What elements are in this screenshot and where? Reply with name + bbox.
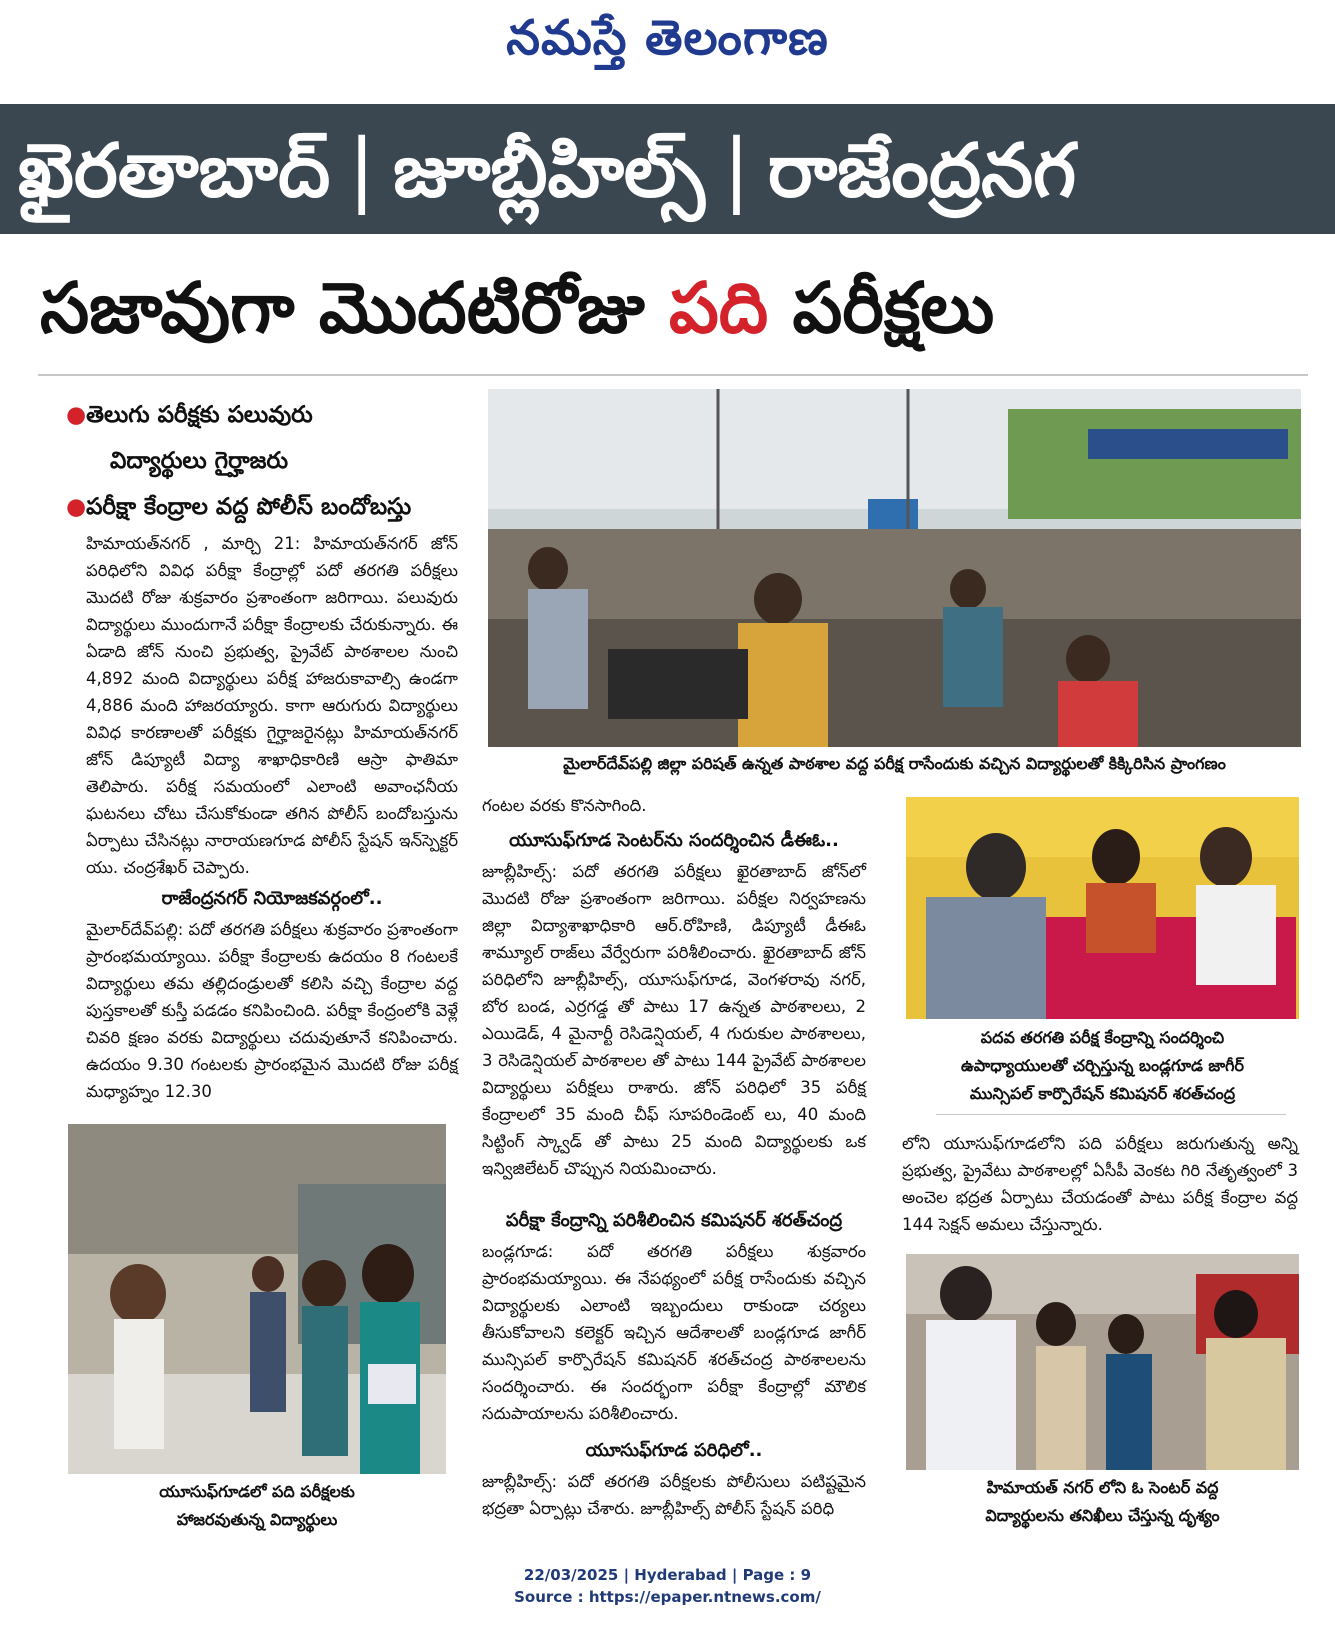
col3-paragraph-1: లోని యూసుఫ్‌గూడలోని పది పరీక్షలు జరుగుతున్న అన్ని ప్రభుత్వ, ప్రైవేటు పాఠశాలల్లో ఏసీపీ వెంకట గిరి నేతృత్వంలో 3 అంచెల భద్రత ఏర్పాటు చేయడంతో పాటు పరీక్ష కేంద్రాల వద్ద 144 సెక్షన్ అమలు చేస్తున్నారు. [902,1134,1298,1234]
col2-paragraph-3: జూబ్లీహిల్స్: పదో తరగతి పరీక్షలకు పోలీసులు పటిష్టమైన భద్రతా ఏర్పాట్లు చేశారు. జూబ్లీహిల్స్ పోలీస్ స్టేషన్ పరిధి [482,1472,866,1518]
caption-line: హిమాయత్ నగర్ లోని ఓ సెంటర్ వద్ద [986,1478,1219,1497]
col2-subhead-3: యూసుఫ్‌గూడ పరిధిలో.. [585,1440,763,1461]
column-divider [936,1114,1286,1115]
band-jubileehills: జూబ్లీహిల్స్ [393,128,705,214]
caption-line: మున్సిపల్ కార్పొరేషన్ కమిషనర్ శరత్‌చంద్ర [969,1084,1236,1103]
bullet-item: ●పరీక్షా కేంద్రాల వద్ద పోలీస్ బందోబస్తు [66,494,412,520]
col1-paragraph-1: హిమాయత్‌నగర్ , మార్చి 21: హిమాయత్‌నగర్ జోన్ పరిధిలోని వివిధ పరీక్షా కేంద్రాల్లో పదో తరగతి పరీక్షలు మొదటి రోజు శుక్రవారం ప్రశాంతంగా జరిగాయి. పలువురు విద్యార్థులు ముందుగానే పరీక్షా కేంద్రాలకు చేరుకున్నారు. ఈ ఏడాది జోన్ నుంచి ప్రభుత్వ, ప్రైవేట్ పాఠశాలల నుంచి 4,892 మంది విద్యార్థులు పరీక్ష హాజరుకావాల్సి ఉండగా 4,886 మంది హాజరయ్యారు. కాగా ఆరుగురు విద్యార్థులు వివిధ కారణాలతో పరీక్షకు గైర్హాజరైనట్లు హిమాయత్‌నగర్ జోన్ డిప్యూటీ విద్యా శాఖాధికారిణి ఆస్రా ఫాతిమా తెలిపారు. పరీక్ష సమయంలో ఎలాంటి అవాంఛనీయ ఘటనలు చోటు చేసుకోకుండా తగిన పోలీస్ బందోబస్తును ఏర్పాటు చేసినట్లు నారాయణగూడ పోలీస్ స్టేషన్ ఇన్‌స్పెక్టర్ యు. చంద్రశేఖర్ చెప్పారు. [86,534,458,877]
col2-subhead-2: పరీక్షా కేంద్రాన్ని పరిశీలించిన కమిషనర్ శరత్‌చంద్ర [505,1210,843,1231]
region-band [0,104,1335,234]
band-rajendranagar: రాజేంద్రనగ [767,128,1077,214]
col2-paragraph-2: బండ్లగూడ: పదో తరగతి పరీక్షలు శుక్రవారం ప్రారంభమయ్యాయి. ఈ నేపథ్యంలో పరీక్ష రాసేందుకు వచ్చిన విద్యార్థులకు ఎలాంటి ఇబ్బందులు రాకుండా చర్యలు తీసుకోవాలని కలెక్టర్ ఇచ్చిన ఆదేశాలతో బండ్లగూడ జాగీర్ మున్సిపల్ కార్పొరేషన్ కమిషనర్ శరత్‌చంద్ర పాఠశాలలను సందర్శించారు. ఈ సందర్భంగా పరీక్షా కేంద్రాల్లో మౌలిక సదుపాయాలను పరిశీలించారు. [482,1242,866,1423]
caption-line: విద్యార్థులను తనిఖీలు చేస్తున్న దృశ్యం [985,1506,1220,1525]
caption-line: యూసుఫ్‌గూడలో పది పరీక్షలకు [159,1482,355,1501]
col2-subhead-1: యూసుఫ్‌గూడ సెంటర్‌ను సందర్శించిన డీఈఓ.. [509,830,839,851]
crowd-photo-mailardevpally [488,389,1301,747]
band-separator: | [722,122,750,215]
headline-divider [38,374,1308,376]
caption-line: పదవ తరగతి పరీక్ష కేంద్రాన్ని సందర్శించి [980,1028,1225,1047]
students-photo-yousufguda [68,1124,446,1474]
col1-paragraph-2: మైలార్‌దేవ్‌పల్లి: పదో తరగతి పరీక్షలు శుక్రవారం ప్రశాంతంగా ప్రారంభమయ్యాయి. పరీక్షా కేంద్రాలకు ఉదయం 8 గంటలకే విద్యార్థులు తమ తల్లిదండ్రులతో కలిసి వచ్చి కేంద్రాల వద్ద పుస్తకాలతో కుస్తీ పడడం కనిపించింది. పరీక్షా కేంద్రంలోకి వెళ్లే చివరి క్షణం వరకు విద్యార్థులు చదువుతూనే కనిపించారు. ఉదయం 9.30 గంటలకు ప్రారంభమైన మొదటి రోజు పరీక్ష మధ్యాహ్నం 12.30 [86,920,458,1101]
col2-paragraph-0: గంటల వరకు కొనసాగింది. [482,796,647,815]
masthead-logo: నమస్తే తెలంగాణ [506,10,829,66]
caption-line: ఉపాధ్యాయులతో చర్చిస్తున్న బండ్లగూడ జాగీర్ [961,1056,1244,1075]
police-check-photo [906,1254,1299,1470]
page-headline [40,248,1320,368]
headline-part2: పరీక్షలు [768,267,995,349]
caption-line: హాజరవుతున్న విద్యార్థులు [176,1510,338,1529]
col2-paragraph-1: జూబ్లీహిల్స్: పదో తరగతి పరీక్షలు ఖైరతాబాద్ జోన్‌లో మొదటి రోజు ప్రశాంతంగా జరిగాయి. పరీక్షల నిర్వహణను జిల్లా విద్యాశాఖాధికారి ఆర్.రోహిణి, డిప్యూటీ డీఈఓ శామ్యూల్ రాజ్‌లు వేర్వేరుగా పరిశీలించారు. ఖైరతాబాద్ జోన్ పరిధిలోని జూబ్లీహిల్స్, యూసుఫ్‌గూడ, వెంగళరావు నగర్, బోర బండ, ఎర్రగడ్డ తో పాటు 17 ఉన్నత పాఠశాలలు, 2 ఎయిడెడ్, 4 మైనార్టీ రెసిడెన్షియల్, 4 గురుకుల పాఠశాలలు, 3 రెసిడెన్షియల్ పాఠశాలల తో పాటు 144 ప్రైవేట్ పాఠశాలల విద్యార్థులు పరీక్షలు రాశారు. జోన్ పరిధిలో 35 పరీక్ష కేంద్రాలలో 35 మంది చీఫ్ సూపరిండెంట్ లు, 40 మంది సిట్టింగ్ స్క్వాడ్ తో పాటు 25 మంది విద్యార్థులకు ఒక ఇన్విజిలేటర్ చొప్పున నియమించారు. [482,862,866,1178]
top-photo-caption: మైలార్‌దేవ్‌పల్లి జిల్లా పరిషత్ ఉన్నత పాఠశాల వద్ద పరీక్ష రాసేందుకు వచ్చిన విద్యార్థులతో కిక్కిరిసిన ప్రాంగణం [563,754,1226,773]
col1-subhead: రాజేంద్రనగర్ నియోజకవర్గంలో.. [161,888,383,909]
headline-part1: సజావుగా మొదటిరోజు [40,267,669,349]
band-separator: | [348,122,376,215]
col3-photo1-caption [906,1024,1299,1108]
newspaper-masthead [0,0,1335,96]
page-footer [0,1564,1335,1608]
bullet-item: ●తెలుగు పరీక్షకు పలువురు [66,402,313,428]
commissioner-photo [906,797,1299,1019]
footer-source-line: Source : https://epaper.ntnews.com/ [514,1588,821,1606]
headline-highlight: పది [668,267,769,349]
col3-photo2-caption [906,1474,1299,1530]
bullet-item-continued: విద్యార్థులు గైర్హాజరు [110,448,289,474]
band-khairatabad: ఖైరతాబాద్ [18,128,331,214]
footer-date-line: 22/03/2025 | Hyderabad | Page : 9 [523,1566,812,1584]
col1-photo-caption [68,1478,446,1534]
bullet-list [66,392,466,530]
